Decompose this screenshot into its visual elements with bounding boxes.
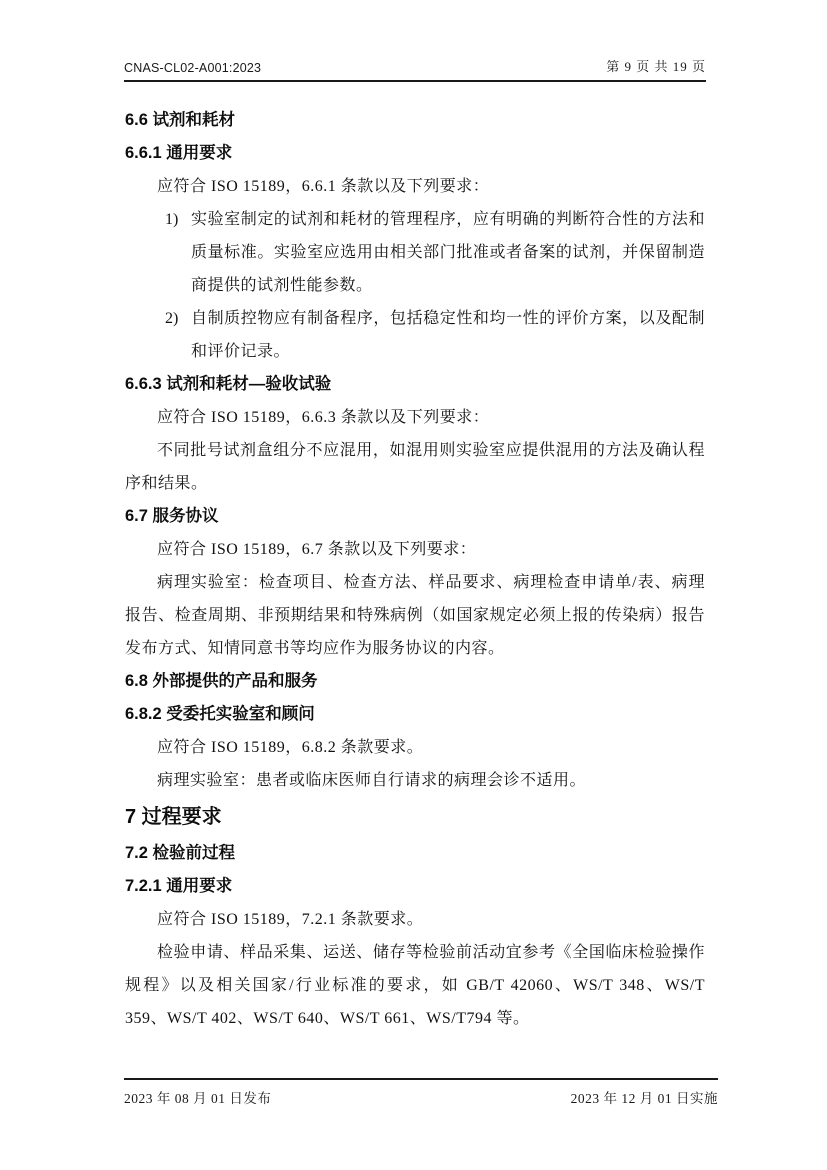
document-code: CNAS-CL02-A001:2023	[124, 61, 262, 75]
list-item	[125, 302, 705, 368]
section-heading: 6.8.2 受委托实验室和顾问	[125, 705, 315, 723]
paragraph: 病理实验室：检查项目、检查方法、样品要求、病理检查申请单/表、病理报告、检查周期、非预期结果和特殊病例（如国家规定必须上报的传染病）报告发布方式、知情同意书等均应作为服务协议的内容。	[125, 574, 705, 657]
implement-date-label: 2023 年 12 月 01 日实施	[570, 1091, 718, 1106]
paragraph: 不同批号试剂盒组分不应混用，如混用则实验室应提供混用的方法及确认程序和结果。	[125, 442, 705, 492]
paragraph: 应符合 ISO 15189，6.7 条款以及下列要求：	[157, 541, 477, 558]
page-header	[124, 56, 706, 82]
list-item-text: 实验室制定的试剂和耗材的管理程序，应有明确的判断符合性的方法和质量标准。实验室应选用由相关部门批准或者备案的试剂，并保留制造商提供的试剂性能参数。	[191, 211, 705, 294]
section-heading: 6.8 外部提供的产品和服务	[125, 672, 318, 690]
paragraph: 检验申请、样品采集、运送、储存等检验前活动宜参考《全国临床检验操作规程》以及相关国家/行业标准的要求，如 GB/T 42060、WS/T 348、WS/T 359、WS/T 402、WS/T 640、WS/T 661、WS/T794 等。	[125, 944, 705, 1027]
section-heading: 6.7 服务协议	[125, 507, 219, 525]
section-heading: 6.6.1 通用要求	[125, 144, 233, 162]
section-heading: 6.6.3 试剂和耗材—验收试验	[125, 375, 332, 393]
paragraph: 应符合 ISO 15189，6.6.3 条款以及下列要求：	[157, 409, 490, 426]
list-item	[125, 203, 705, 302]
page-number-label: 第 9 页 共 19 页	[606, 59, 706, 74]
paragraph: 应符合 ISO 15189，6.8.2 条款要求。	[157, 739, 424, 756]
section-heading: 7.2 检验前过程	[125, 844, 236, 862]
list-item-marker: 1)	[165, 211, 179, 228]
paragraph: 应符合 ISO 15189，7.2.1 条款要求。	[157, 911, 424, 928]
paragraph: 病理实验室：患者或临床医师自行请求的病理会诊不适用。	[157, 772, 587, 789]
list-item-text: 自制质控物应有制备程序，包括稳定性和均一性的评价方案，以及配制和评价记录。	[191, 310, 705, 360]
paragraph: 应符合 ISO 15189，6.6.1 条款以及下列要求：	[157, 178, 490, 195]
section-heading: 7.2.1 通用要求	[125, 877, 233, 895]
document-body	[125, 104, 705, 1035]
page-footer	[124, 1078, 718, 1107]
list-item-marker: 2)	[165, 310, 179, 327]
section-heading: 7 过程要求	[125, 806, 222, 828]
issue-date-label: 2023 年 08 月 01 日发布	[124, 1091, 272, 1106]
section-heading: 6.6 试剂和耗材	[125, 111, 236, 129]
